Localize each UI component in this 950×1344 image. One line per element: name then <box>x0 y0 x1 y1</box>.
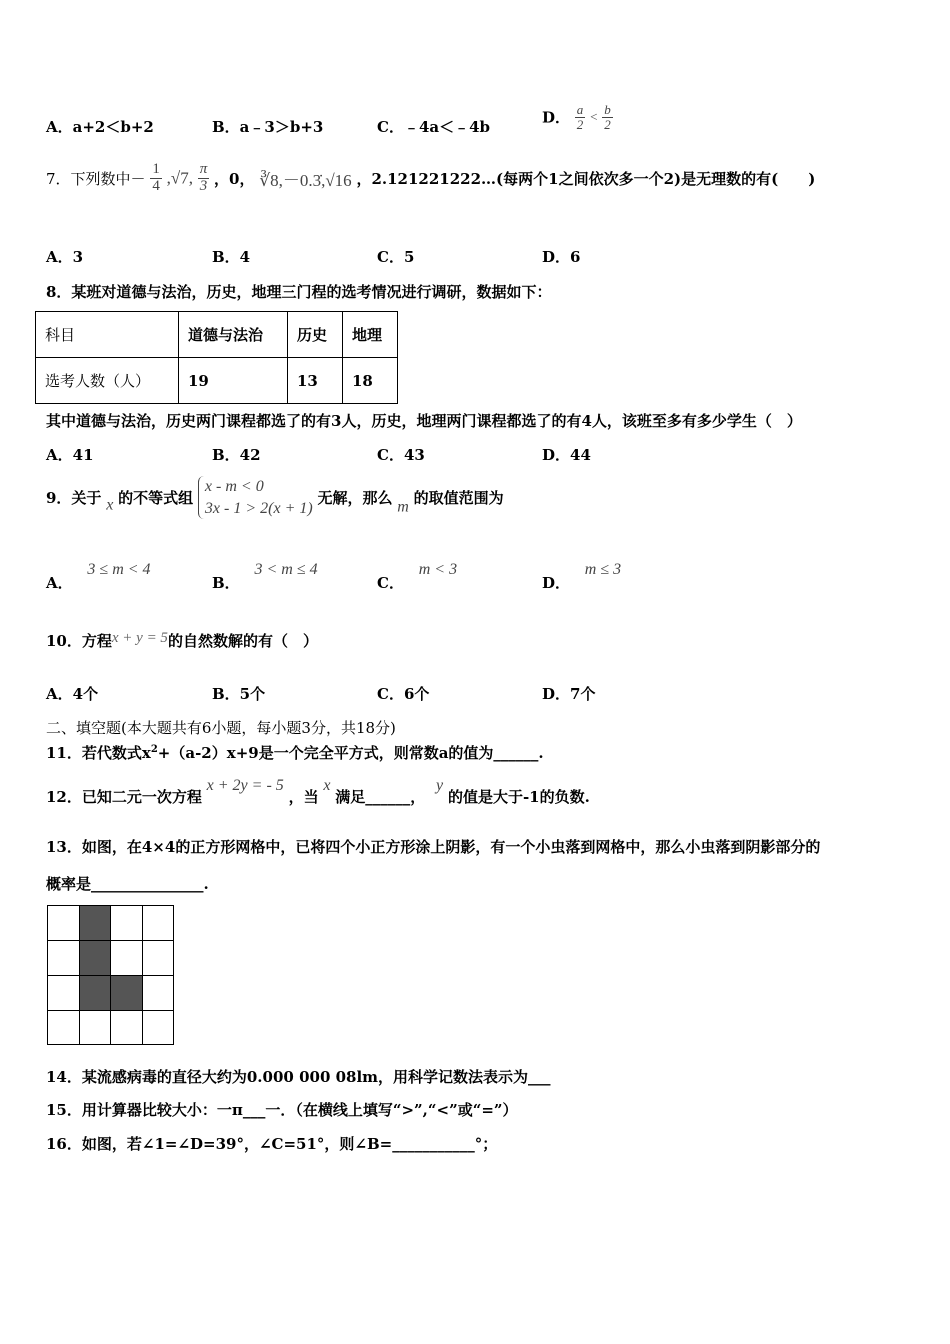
q10-prefix: 10．方程 <box>46 632 112 650</box>
q7-option-a: A．3 <box>46 248 84 266</box>
q10-option-a: A．4个 <box>46 685 99 703</box>
grid-cell <box>79 1010 111 1045</box>
q9-option-b-label: B． <box>212 574 240 592</box>
q7-option-b: B．4 <box>212 248 251 266</box>
grid-cell <box>142 940 174 976</box>
q7-numbers: ∛8,－0.3̇,√16 <box>259 170 352 190</box>
q9-inequality-1: x - m < 0 <box>204 478 264 495</box>
q9-inequality-2: 3x - 1 > 2(x + 1) <box>204 499 313 517</box>
q9-option-c <box>377 560 457 593</box>
q7-frac-1-4: $\frac{1}{4}$ <box>152 161 160 194</box>
q9-prefix: 9．关于 <box>46 489 102 508</box>
q8-option-d: D．44 <box>542 446 591 464</box>
q9-option-d-math: m ≤ 3 <box>584 561 622 578</box>
q10-option-c: C．6个 <box>377 685 430 703</box>
q9-option-a <box>46 560 151 593</box>
q8-question: 其中道德与法治，历史两门课程都选了的有3人，历史，地理两门课程都选了的有4人，该班至多有多少学生（ ） <box>46 412 802 430</box>
table-header-ethics: 道德与法治 <box>179 312 288 358</box>
q10-stem <box>46 630 318 651</box>
grid-cell <box>142 1010 174 1045</box>
q9-suffix: 的取值范围为 <box>413 489 504 508</box>
q6-option-c: C．﹣4a＜﹣4b <box>377 118 491 136</box>
q9-option-b <box>212 560 318 593</box>
q12-var-y: y <box>436 777 444 794</box>
grid-cell-shaded <box>79 975 111 1011</box>
grid-cell <box>47 940 80 976</box>
grid-cell <box>110 905 143 941</box>
q13-line-1: 13．如图，在4×4的正方形网格中，已将四个小正方形涂上阴影，有一个小虫落到网格中，那么小虫落到阴影部分的 <box>46 838 821 856</box>
q6-option-d <box>542 103 613 131</box>
q7-option-c: C．5 <box>377 248 415 266</box>
grid-cell-shaded <box>110 975 143 1011</box>
table-cell-ethics: 19 <box>179 358 288 404</box>
table-cell-geography: 18 <box>343 358 398 404</box>
q12-equation: x + 2y = - 5 <box>206 777 284 794</box>
q7-frac-pi-3: $\frac{\pi}{3}$ <box>199 161 208 194</box>
q7-sqrt7: ,√7, <box>166 168 193 188</box>
q8-option-a: A．41 <box>46 446 94 464</box>
q12-suffix: 的值是大于-1的负数. <box>447 788 590 806</box>
q8-option-b: B．42 <box>212 446 261 464</box>
q7-prefix: 7．下列数中－ <box>46 169 146 188</box>
grid-cell <box>47 905 80 941</box>
q13-line-2: 概率是_______________. <box>46 875 209 893</box>
q6-d-frac-b: $\frac{b}{2}$ <box>604 102 611 132</box>
grid-cell-shaded <box>79 940 111 976</box>
grid-cell <box>47 975 80 1011</box>
table-header-history: 历史 <box>288 312 343 358</box>
q8-option-c: C．43 <box>377 446 425 464</box>
q10-option-b: B．5个 <box>212 685 266 703</box>
q16-stem: 16．如图，若∠1=∠D=39°，∠C=51°，则∠B=___________°； <box>46 1135 498 1153</box>
q8-stem: 8．某班对道德与法治，历史，地理三门程的选考情况进行调研，数据如下： <box>46 283 552 301</box>
q12-var-x: x <box>323 777 331 794</box>
q9-option-a-math: 3 ≤ m < 4 <box>87 561 151 578</box>
grid-cell-shaded <box>79 905 111 941</box>
q9-var-m: m <box>397 498 409 516</box>
q9-option-c-label: C． <box>377 574 404 592</box>
grid-cell <box>142 905 174 941</box>
q11-superscript: 2 <box>150 744 158 755</box>
q9-mid2: 无解，那么 <box>317 489 393 508</box>
q10-suffix: 的自然数解的有（ ） <box>167 632 318 650</box>
q9-var-x: x <box>106 496 114 514</box>
grid-cell <box>47 1010 80 1045</box>
q12-mid2: 满足______， <box>335 788 426 806</box>
q11-text-a: 11．若代数式x <box>46 744 151 762</box>
q8-table <box>35 311 398 404</box>
q9-mid: 的不等式组 <box>118 489 194 508</box>
grid-cell <box>110 940 143 976</box>
q10-equation: x + y = 5 <box>111 630 168 646</box>
q6-d-frac-a: $\frac{a}{2}$ <box>576 102 584 132</box>
q6-option-b: B．a﹣3＞b+3 <box>212 118 324 136</box>
table-cell-history: 13 <box>288 358 343 404</box>
q13-grid-figure <box>47 905 174 1045</box>
q10-option-d: D．7个 <box>542 685 596 703</box>
grid-cell <box>110 1010 143 1045</box>
q14-stem: 14．某流感病毒的直径大约为0.000 000 08lm，用科学记数法表示为___ <box>46 1068 551 1086</box>
table-header-geography: 地理 <box>343 312 398 358</box>
table-row <box>36 358 398 404</box>
q9-option-a-label: A． <box>46 574 73 592</box>
q9-stem <box>46 476 504 519</box>
q11-text-b: +（a-2）x+9是一个完全平方式，则常数a的值为______. <box>157 744 544 762</box>
q9-option-c-math: m < 3 <box>418 561 458 578</box>
q7-option-d: D．6 <box>542 248 581 266</box>
grid-cell <box>142 975 174 1011</box>
table-cell-count-label: 选考人数（人） <box>36 358 179 404</box>
q6-d-lt: < <box>590 109 598 125</box>
q6-option-a: A．a+2＜b+2 <box>46 118 154 136</box>
q15-stem: 15．用计算器比较大小：一π___一．（在横线上填写“>”,“<”或“=”） <box>46 1101 518 1119</box>
q9-option-b-math: 3 < m ≤ 4 <box>254 561 318 578</box>
q9-inequality-system <box>198 476 313 519</box>
q7-mid: ，0， <box>214 169 255 188</box>
q9-option-d-label: D． <box>542 574 571 592</box>
table-header-subject: 科目 <box>36 312 179 358</box>
q11-stem <box>46 742 544 763</box>
table-row <box>36 312 398 358</box>
section-2-heading: 二、填空题(本大题共有6小题，每小题3分，共18分) <box>46 719 396 737</box>
q7-stem <box>46 162 815 195</box>
q6-option-d-label: D． <box>542 108 571 127</box>
q12-mid: ，当 <box>288 788 319 806</box>
q9-option-d <box>542 560 621 593</box>
q12-stem <box>46 776 590 807</box>
q12-prefix: 12．已知二元一次方程 <box>46 788 202 806</box>
q7-suffix: ，2.121221222…(每两个1之间依次多一个2)是无理数的有( ) <box>356 169 816 188</box>
